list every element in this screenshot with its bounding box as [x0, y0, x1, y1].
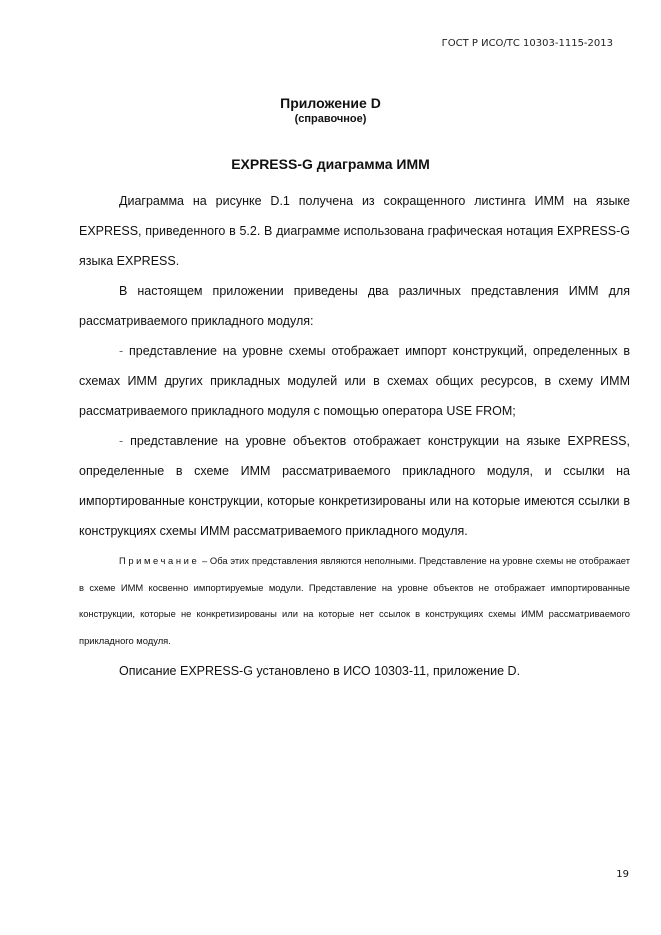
annex-title: Приложение D	[280, 95, 381, 111]
paragraph-express-g-reference: Описание EXPRESS-G установлено в ИСО 10303-11, приложение D.	[119, 664, 521, 678]
note-dash: –	[201, 555, 208, 566]
paragraph-representations: В настоящем приложении приведены два различных представления ИММ для рассматриваемого прикладного модуля:	[79, 284, 630, 328]
document-body	[79, 186, 630, 686]
list-item-schema-level	[79, 336, 630, 426]
list-item-text: представление на уровне объектов отображает конструкции на языке EXPRESS, определенные в схеме ИММ рассматриваемого прикладного модуля, и ссылки на импортированные конструкции, которые конкретизированы или на которые имеются ссылки в конструкциях схемы ИММ рассматриваемого прикладного модуля.	[79, 434, 630, 538]
document-code-header: ГОСТ Р ИСО/ТС 10303-1115-2013	[441, 38, 613, 49]
list-bullet: -	[119, 434, 124, 448]
note-text: Оба этих представления являются неполными. Представление на уровне схемы не отображает в схеме ИММ косвенно импортируемые модули. Представление на уровне объектов не отображает импортированные конструкции, которые не конкретизированы или на которые нет ссылок в конструкциях схемы ИММ рассматриваемого прикладного модуля.	[79, 555, 630, 646]
list-bullet: -	[119, 344, 124, 358]
list-item-text: представление на уровне схемы отображает импорт конструкций, определенных в схемах ИММ других прикладных модулей или в схемах общих ресурсов, в схему ИММ рассматриваемого прикладного модуля с помощью оператора USE FROM;	[79, 344, 630, 418]
note-paragraph	[79, 548, 630, 654]
note-label: Примечание	[119, 555, 200, 566]
section-title: EXPRESS-G диаграмма ИММ	[231, 156, 430, 172]
list-item-object-level	[79, 426, 630, 546]
annex-subtitle: (справочное)	[294, 113, 367, 125]
page-number: 19	[616, 869, 629, 880]
paragraph-intro: Диаграмма на рисунке D.1 получена из сокращенного листинга ИММ на языке EXPRESS, приведенного в 5.2. В диаграмме использована графическая нотация EXPRESS-G языка EXPRESS.	[79, 194, 630, 268]
